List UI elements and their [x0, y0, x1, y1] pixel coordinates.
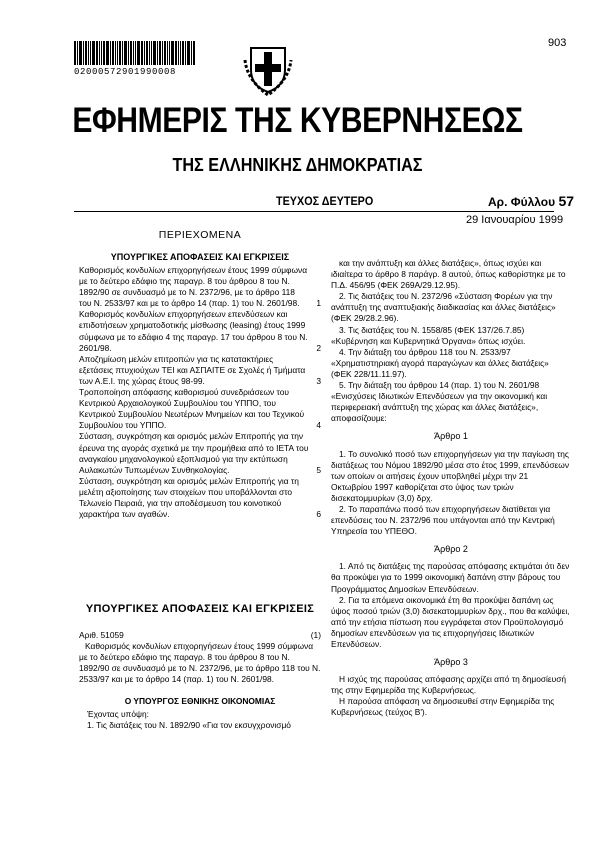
having-in-mind	[79, 709, 321, 731]
contents-heading: ΠΕΡΙΕΧΟΜΕΝΑ	[158, 229, 242, 241]
toc-item[interactable]	[79, 431, 321, 475]
issue-label: ΤΕΥΧΟΣ ΔΕΥΤΕΡΟ	[276, 194, 374, 208]
gazette-title: ΕΦΗΜΕΡΙΣ ΤΗΣ ΚΥΒΕΡΝΗΣΕΩΣ	[72, 101, 523, 140]
sheet-number-value: 57	[558, 193, 575, 209]
article-paragraph: 1. Το συνολικό ποσό των επιχορηγήσεων για την παγίωση της διατάξεως του Νόμου 1892/90 μέσα στο έτος 1999, επενδύσεων των οποίων οι αιτήσεις έχουν υποβληθεί μέχρι την 21 Οκτωβρίου 1997 καθορίζεται στο ύψος των τριών δισεκατομμυρίων (3,0) δρχ.	[331, 448, 570, 503]
minister-title: Ο ΥΠΟΥΡΓΟΣ ΕΘΝΙΚΗΣ ΟΙΚΟΝΟΜΙΑΣ	[124, 696, 276, 706]
article-paragraph: 2. Για τα επόμενα οικονομικά έτη θα προκύψει δαπάνη ως ύψος ποσού τριών (3,0) δισεκατομμυρίων δρχ., που θα καλύψει, από την ετήσια πίστωση που εγγράφεται στον Προϋπολογισμό δημοσίων επενδύσεων για τις επιχορηγήσεις Ιδιωτικών Επενδύσεων.	[331, 594, 570, 649]
barcode	[74, 41, 210, 65]
decision-summary: Καθορισμός κονδυλίων επιχορηγήσεων έτους 1999 σύμφωνα με το δεύτερο εδάφιο της παραγρ. 8 του άρθρου 8 του Ν. 1892/90 σε συνδυασμό με το Ν. 2372/96, με το άρθρο 118 του Ν. 2533/97 και με το άρθρο 14 (παρ. 1) του Ν. 2601/98.	[79, 641, 321, 685]
decision-ref: (1)	[310, 630, 321, 640]
decisions-heading: ΥΠΟΥΡΓΙΚΕΣ ΑΠΟΦΑΣΕΙΣ ΚΑΙ ΕΓΚΡΙΣΕΙΣ	[85, 603, 315, 615]
article-paragraph: Η παρούσα απόφαση να δημοσιευθεί στην Εφημερίδα της Κυβερνήσεως (τεύχος Β').	[331, 696, 555, 718]
toc-item-page: 4	[316, 420, 321, 431]
table-of-contents	[79, 265, 321, 520]
sheet-label: Αρ. Φύλλου	[488, 195, 556, 209]
toc-item-text: Σύσταση, συγκρότηση και ορισμός μελών Επιτροπής για την έρευνα της αγοράς σχετικά με την προμήθεια από το ΙΕΤΑ του αναγκαίου μηχανολογικού εξοπλισμού για την εκτύπωση Αυλακωτών Τυπωμένων Συνθηκολογίας.	[79, 431, 309, 475]
article-3-title: Άρθρο 3	[434, 657, 468, 668]
toc-item-page: 1	[316, 298, 321, 309]
toc-item-page: 6	[316, 509, 321, 520]
greek-coat-of-arms-icon	[243, 40, 293, 96]
issue-date: 29 Ιανουαρίου 1999	[466, 214, 564, 226]
page-number: 903	[548, 37, 567, 49]
toc-item[interactable]	[79, 476, 321, 520]
clause: 3. Τις διατάξεις του Ν. 1558/85 (ΦΕΚ 137/26.7.85) «Κυβέρνηση και Κυβερνητικά Όργανα» όπως ισχύει.	[331, 324, 526, 346]
gazette-subtitle: ΤΗΣ ΕΛΛΗΝΙΚΗΣ ΔΗΜΟΚΡΑΤΙΑΣ	[172, 155, 423, 175]
first-clause: 1. Τις διατάξεις του Ν. 1892/90 «Για τον εκσυγχρονισμό	[87, 720, 291, 731]
toc-item[interactable]	[79, 354, 321, 387]
article-paragraph: 1. Από τις διατάξεις της παρούσας απόφασης εκτιμάται ότι δεν θα προκύψει για το 1999 οικονομική δαπάνη στην βάρους του Προγράμματος Δημοσίων Επενδύσεων.	[331, 561, 570, 594]
toc-item-page: 5	[316, 464, 321, 475]
having-label: Έχοντας υπόψη:	[87, 709, 149, 719]
clause: 2. Τις διατάξεις του Ν. 2372/96 «Σύσταση Φορέων για την ανάπτυξη της αναπτυξιακής διαδικασίας και άλλες διατάξεις» (ΦΕΚ 29/28.2.96).	[331, 291, 556, 324]
article-paragraph: 2. Το παραπάνω ποσό των επιχορηγήσεων διατίθεται για επενδύσεις του Ν. 2372/96 που υπάγονται από την Κεντρική Υπηρεσία του ΥΠΕΘΟ.	[331, 503, 555, 537]
article-1-title: Άρθρο 1	[434, 431, 468, 442]
toc-item-text: Αποζημίωση μελών επιτροπών για τις κατατακτήριες εξετάσεις πτυχιούχων ΤΕΙ και ΑΣΠΑΙΤΕ σε Σχολές ή Τμήματα των Α.Ε.Ι. της χώρας έτους 98-99.	[79, 353, 306, 386]
right-column	[331, 258, 571, 719]
header-divider	[74, 211, 554, 212]
toc-item-text: Τροποποίηση απόφασης καθορισμού συνεδριάσεων του Κεντρικού Αρχαιολογικού Συμβουλίου του ΥΠΠΟ, του Κεντρικού Συμβουλίου Νεωτέρων Μνημείων και του Τεχνικού Συμβουλίου του ΥΠΠΟ.	[79, 387, 305, 431]
toc-item-text: Σύσταση, συγκρότηση και ορισμός μελών Επιτροπής για τη μελέτη αξιοποίησης των στοιχείων που υποβάλλονται στο Τελωνείο Πειραιά, για την αποδέσμευση του κοινοτικού χαρακτήρα των αγαθών.	[79, 475, 299, 520]
decision-number: Αριθ. 51059	[79, 630, 124, 640]
clause: και την ανάπτυξη και άλλες διατάξεις», όπως ισχύει και ιδιαίτερα το άρθρο 8 παράγρ. 8 αυτού, όπως καθορίστηκε με το Π.Δ. 456/95 (ΦΕΚ 269Α/29.12.95).	[331, 258, 566, 291]
barcode-number: 02000572901990008	[74, 67, 177, 77]
toc-item[interactable]	[79, 265, 321, 309]
toc-item-page: 2	[316, 342, 321, 353]
toc-item[interactable]	[79, 309, 321, 353]
clause: 5. Την διάταξη του άρθρου 14 (παρ. 1) του Ν. 2601/98 «Ενισχύσεις Ιδιωτικών Επενδύσεων για την οικονομική και περιφερειακή ανάπτυξη της χώρας και άλλες διατάξεις», αποφασίζουμε:	[331, 380, 548, 424]
article-paragraph: Η ισχύς της παρούσας απόφασης αρχίζει από τη δημοσίευσή της στην Εφημερίδα της Κυβερνήσεως.	[331, 674, 567, 696]
toc-item-text: Καθορισμός κονδυλίων επιχορηγήσεων επενδύσεων και επιδοτήσεων χρηματοδοτικής μίσθωσης (leasing) έτους 1999 σύμφωνα με το εδάφιο 4 της παραγρ. 17 του άρθρου 8 του Ν. 2601/98.	[79, 309, 308, 353]
decision-number-row	[79, 630, 321, 641]
contents-section-heading: ΥΠΟΥΡΓΙΚΕΣ ΑΠΟΦΑΣΕΙΣ ΚΑΙ ΕΓΚΡΙΣΕΙΣ	[110, 252, 290, 262]
toc-item-page: 3	[316, 375, 321, 386]
clause: 4. Την διάταξη του άρθρου 118 του Ν. 2533/97 «Χρηματιστηριακή αγορά παραγώγων και άλλες διατάξεις» (ΦΕΚ 228/11.11.97).	[331, 346, 549, 379]
sheet-number	[488, 193, 574, 209]
toc-item[interactable]	[79, 387, 321, 431]
article-2-title: Άρθρο 2	[434, 544, 468, 555]
toc-item-text: Καθορισμός κονδυλίων επιχορηγήσεων έτους 1999 σύμφωνα με το δεύτερο εδάφιο της παραγρ. 8 του άρθρου 8 του Ν. 1892/90 σε συνδυασμό με το Ν. 2372/96, με το άρθρο 118 του Ν. 2533/97 και με το άρθρο 14 (παρ. 1) του Ν. 2601/98.	[79, 265, 308, 309]
